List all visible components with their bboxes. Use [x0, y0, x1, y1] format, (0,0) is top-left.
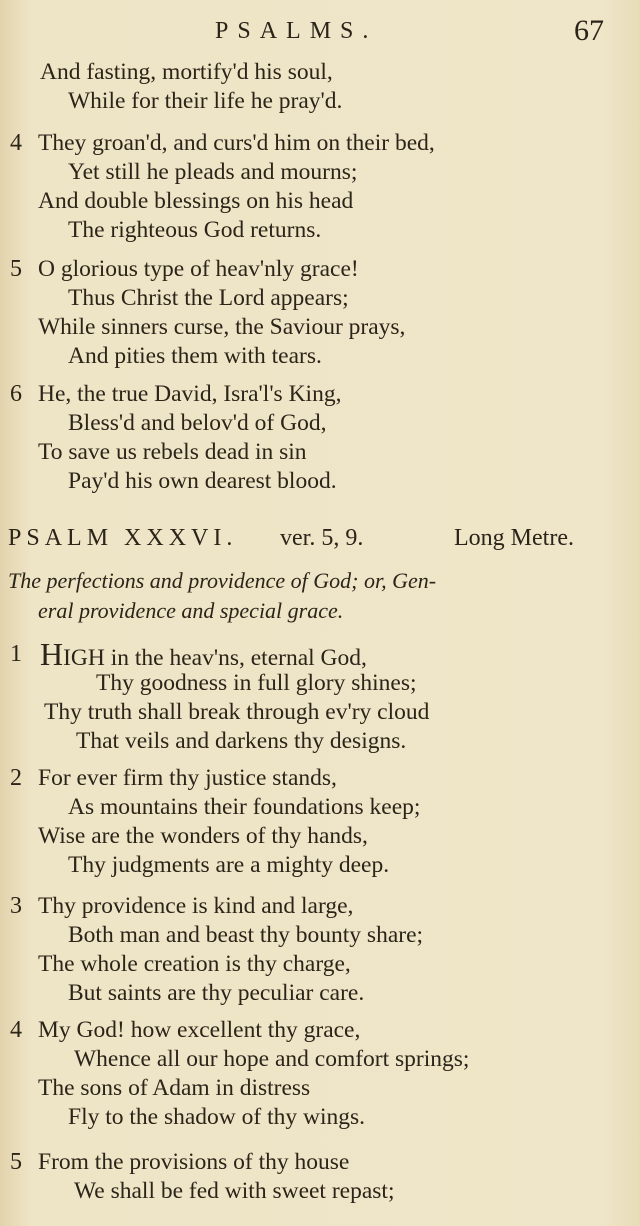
verse-line: But saints are thy peculiar care. — [68, 980, 365, 1006]
psalm-verses: ver. 5, 9. — [280, 525, 364, 551]
verse-line-text: IGH in the heav'ns, eternal God, — [63, 645, 367, 671]
verse-line: Thus Christ the Lord appears; — [68, 285, 349, 311]
verse-line: Thy judgments are a mighty deep. — [68, 852, 390, 878]
verse-line-first — [40, 636, 367, 672]
verse-line: And pities them with tears. — [68, 343, 322, 369]
verse-line: While sinners curse, the Saviour prays, — [38, 314, 406, 340]
verse-line: Thy truth shall break through ev'ry cloud — [44, 699, 430, 725]
verse-line: As mountains their foundations keep; — [68, 794, 421, 820]
psalm-metre: Long Metre. — [454, 525, 574, 551]
stanza-number: 1 — [10, 641, 22, 667]
verse-line: Bless'd and belov'd of God, — [68, 410, 327, 436]
dropcap: H — [40, 636, 64, 672]
verse-line: They groan'd, and curs'd him on their bed, — [38, 130, 435, 156]
stanza-number: 6 — [10, 381, 22, 407]
stanza-number: 4 — [10, 130, 22, 156]
verse-line: We shall be fed with sweet repast; — [74, 1178, 395, 1204]
stanza-number: 4 — [10, 1017, 22, 1043]
verse-line: The righteous God returns. — [68, 217, 322, 243]
verse-line: And double blessings on his head — [38, 188, 354, 214]
verse-line: The whole creation is thy charge, — [38, 951, 351, 977]
verse-line: O glorious type of heav'nly grace! — [38, 256, 359, 282]
psalm-heading — [8, 522, 634, 554]
verse-line: Wise are the wonders of thy hands, — [38, 823, 368, 849]
stanza-number: 3 — [10, 893, 22, 919]
stanza-number: 2 — [10, 765, 22, 791]
psalm-subtitle-line-1: The perfections and providence of God; or, Gen- — [8, 568, 437, 593]
verse-line: He, the true David, Isra'l's King, — [38, 381, 342, 407]
verse-line: That veils and darkens thy designs. — [76, 728, 407, 754]
psalm-subtitle-line-2: eral providence and special grace. — [38, 598, 344, 623]
verse-line: Fly to the shadow of thy wings. — [68, 1104, 366, 1130]
verse-line: Thy goodness in full glory shines; — [96, 670, 417, 696]
verse-line: Whence all our hope and comfort springs; — [74, 1046, 470, 1072]
running-head: PSALMS. — [215, 18, 378, 44]
stanza-number: 5 — [10, 256, 22, 282]
verse-line: Yet still he pleads and mourns; — [68, 159, 358, 185]
page-header — [0, 14, 640, 54]
verse-line: While for their life he pray'd. — [68, 88, 343, 114]
verse-line: The sons of Adam in distress — [38, 1075, 311, 1101]
verse-line: Pay'd his own dearest blood. — [68, 468, 337, 494]
verse-line: From the provisions of thy house — [38, 1149, 350, 1175]
page-number: 67 — [574, 14, 604, 47]
stanza-number: 5 — [10, 1149, 22, 1175]
verse-line: Thy providence is kind and large, — [38, 893, 354, 919]
verse-line: For ever firm thy justice stands, — [38, 765, 337, 791]
verse-line: Both man and beast thy bounty share; — [68, 922, 424, 948]
psalm-title: PSALM XXXVI. — [8, 525, 238, 551]
verse-line: To save us rebels dead in sin — [38, 439, 307, 465]
verse-line: And fasting, mortify'd his soul, — [40, 59, 333, 85]
verse-line: My God! how excellent thy grace, — [38, 1017, 361, 1043]
